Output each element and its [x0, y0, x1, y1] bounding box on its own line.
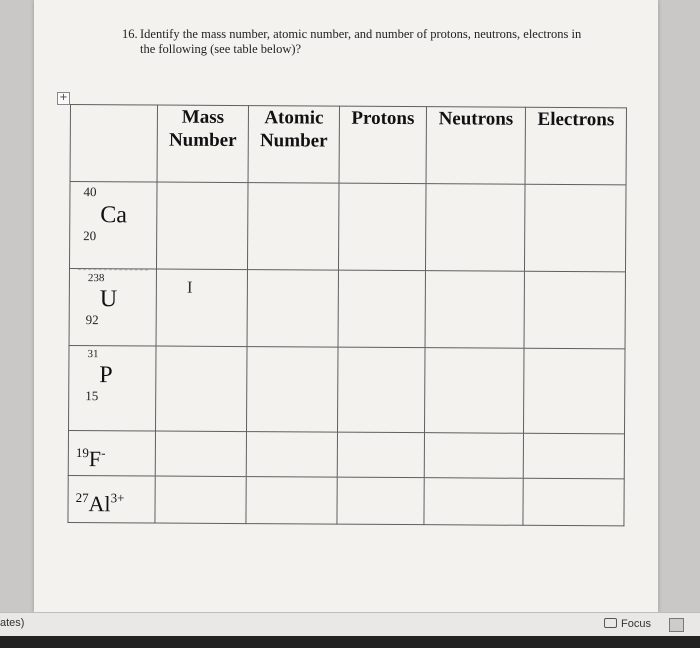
isotope-table: [67, 104, 627, 526]
element-symbol: Ca: [100, 202, 128, 229]
table-header-row: [70, 105, 626, 185]
screen-bottom-bezel: [0, 636, 700, 648]
table-move-handle-icon[interactable]: +: [57, 92, 70, 105]
atomic-number-label: 15: [85, 388, 99, 404]
cell-neutrons[interactable]: [425, 184, 525, 272]
element-symbol: Al: [88, 491, 111, 517]
cell-mass-number[interactable]: [155, 431, 246, 477]
element-symbol: F: [88, 446, 102, 472]
table-row-f: [68, 430, 624, 478]
header-atomic-number[interactable]: Atomic Number: [248, 106, 339, 184]
cell-atomic-number[interactable]: [247, 270, 338, 348]
cell-atomic-number[interactable]: [246, 477, 337, 525]
cell-protons[interactable]: [338, 347, 426, 433]
status-text: ates): [0, 617, 25, 629]
cell-isotope[interactable]: [69, 345, 157, 431]
table-row-u: [69, 269, 625, 349]
cell-isotope[interactable]: [69, 182, 157, 270]
element-symbol: U: [99, 286, 118, 313]
status-bar: [0, 612, 700, 637]
cell-isotope[interactable]: [68, 475, 155, 523]
isotope-notation: $^{19}$F-: [75, 445, 106, 472]
cell-atomic-number[interactable]: [246, 432, 337, 478]
cell-neutrons[interactable]: [424, 478, 523, 526]
cell-protons[interactable]: [337, 477, 424, 525]
header-mass-number[interactable]: Mass Number: [157, 105, 248, 183]
mass-number-label: 238: [87, 272, 105, 285]
view-mode-button[interactable]: [669, 618, 684, 632]
cell-protons[interactable]: [338, 183, 426, 271]
isotope-notation: $^{27}Al^{3+}$: [75, 490, 125, 517]
cell-mass-number[interactable]: [156, 182, 248, 270]
header-neutrons[interactable]: Neutrons: [426, 107, 525, 185]
cell-isotope[interactable]: [68, 430, 155, 476]
cell-protons[interactable]: [337, 432, 424, 478]
question-line-2: the following (see table below)?: [140, 42, 302, 56]
atomic-number-label: 92: [85, 312, 99, 328]
cell-mass-number[interactable]: [156, 269, 247, 347]
mass-number-label: 40: [83, 184, 97, 200]
cell-electrons[interactable]: [523, 433, 624, 479]
header-protons[interactable]: Protons: [339, 106, 426, 184]
cell-electrons[interactable]: [524, 184, 626, 272]
document-page: [34, 0, 658, 612]
question-line-1: 16. Identify the mass number, atomic number, and number of protons, neutrons, electrons in: [122, 27, 582, 41]
cell-atomic-number[interactable]: [247, 347, 339, 433]
question-number: 16.: [122, 27, 138, 41]
cell-electrons[interactable]: [523, 348, 625, 434]
cell-electrons[interactable]: [523, 478, 624, 526]
element-symbol: P: [99, 362, 113, 389]
mass-number-label: 31: [87, 348, 99, 361]
table-row-al: [68, 475, 624, 525]
header-electrons[interactable]: Electrons: [525, 107, 626, 185]
focus-label: Focus: [621, 618, 651, 630]
cell-protons[interactable]: [338, 270, 425, 348]
focus-button[interactable]: [604, 617, 651, 632]
cell-electrons[interactable]: [524, 271, 625, 349]
cell-isotope[interactable]: [69, 269, 156, 347]
atomic-number-label: 20: [83, 228, 97, 244]
cell-mass-number[interactable]: [156, 346, 248, 432]
cell-neutrons[interactable]: [424, 433, 523, 479]
table-row-p: [69, 345, 626, 433]
text-cursor-icon: I: [186, 277, 193, 297]
header-blank[interactable]: [70, 105, 157, 183]
cell-neutrons[interactable]: [425, 271, 524, 349]
focus-icon: [604, 618, 617, 628]
question-text: [122, 27, 642, 57]
table-row-ca: [69, 182, 626, 272]
cell-mass-number[interactable]: [155, 476, 246, 524]
cell-atomic-number[interactable]: [247, 183, 339, 271]
cell-neutrons[interactable]: [424, 348, 524, 434]
